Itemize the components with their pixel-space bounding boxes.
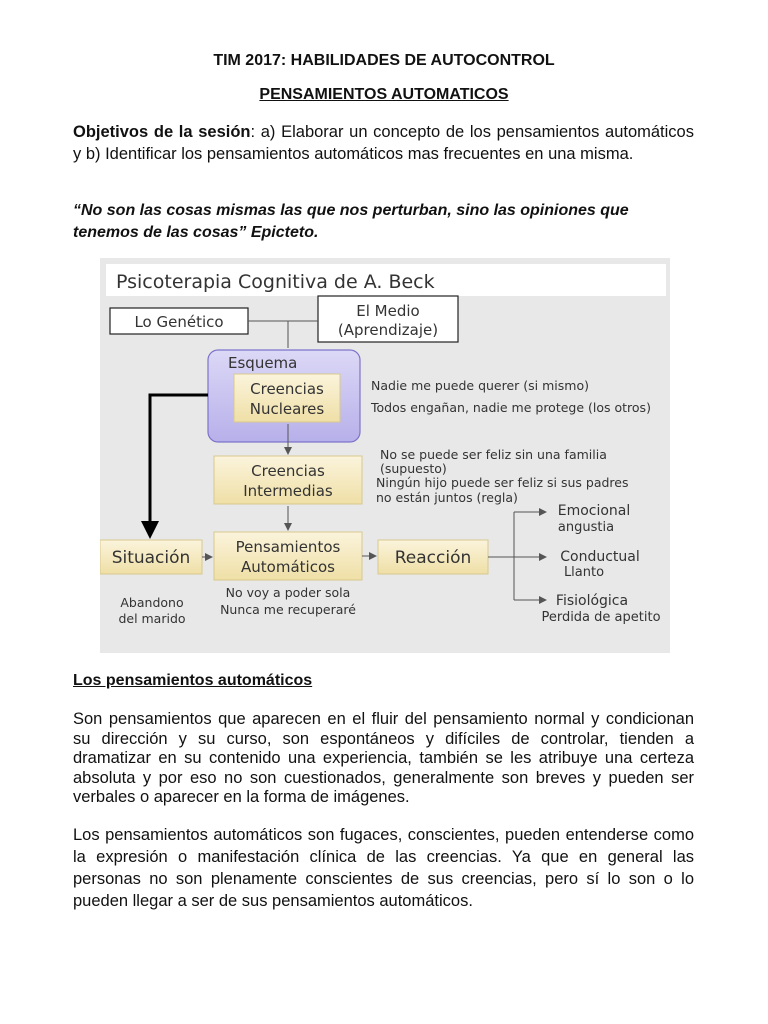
esquema-to-situacion-arrow <box>150 395 208 536</box>
situacion-label: Situación <box>111 548 191 568</box>
intermedia-example-4: no están juntos (regla) <box>376 490 518 505</box>
intermedia-example-3: Ningún hijo puede ser feliz si sus padres <box>376 475 629 490</box>
pensamientos-example-1: No voy a poder sola <box>225 585 351 600</box>
fisiologica-label: Fisiológica <box>555 593 629 609</box>
nuclear-example-1: Nadie me puede querer (si mismo) <box>371 378 589 393</box>
pensamientos-example-2: Nunca me recuperaré <box>220 602 356 617</box>
diagram-heading: Psicoterapia Cognitiva de A. Beck <box>116 271 435 293</box>
esquema-label: Esquema <box>228 354 298 372</box>
creencias-intermedias-label-2: Intermedias <box>243 482 333 500</box>
creencias-nucleares-label-1: Creencias <box>250 380 324 398</box>
document-subtitle: PENSAMIENTOS AUTOMATICOS <box>259 86 509 103</box>
conductual-example: Llanto <box>563 565 605 580</box>
conductual-label: Conductual <box>560 549 640 565</box>
emocional-example: angustia <box>557 520 615 535</box>
situacion-example-2: del marido <box>118 611 186 626</box>
creencias-intermedias-label-1: Creencias <box>251 462 325 480</box>
emocional-label: Emocional <box>557 503 631 519</box>
intermedia-example-1: No se puede ser feliz sin una familia <box>380 447 607 462</box>
objetivos-label: Objetivos de la sesión <box>73 123 251 141</box>
objetivos-text: : a) Elaborar un concepto de los pensamientos automáticos y b) Identificar los pensamientos automáticos mas frecuentes en una misma. <box>73 123 694 163</box>
el-medio-label: El Medio <box>356 302 420 320</box>
paragraph-1: Son pensamientos que aparecen en el fluir del pensamiento normal y condicionan su dirección y su curso, son espontáneos y difíciles de controlar, tienden a dramatizar en su contenido una experiencia, también se les atribuye una certeza absoluta y por eso no son cuestionados, generalmente son breves y pueden ser verbales o aparecer en la forma de imágenes. <box>73 710 694 806</box>
lo-genetico-label: Lo Genético <box>134 313 224 331</box>
fisiologica-example: Perdida de apetito <box>541 610 661 625</box>
paragraph-2: Los pensamientos automáticos son fugaces, conscientes, pueden entenderse como la expresión o manifestación clínica de las creencias. Ya que en general las personas no son plenamente conscientes de sus creencias, pero sí lo son o lo pueden llegar a ser de sus pensamientos automáticos. <box>73 826 694 910</box>
document-title: TIM 2017: HABILIDADES DE AUTOCONTROL <box>213 52 555 69</box>
genetico-connector <box>248 321 288 348</box>
pensamientos-label-2: Automáticos <box>241 558 335 576</box>
creencias-nucleares-label-2: Nucleares <box>249 400 325 418</box>
epicteto-quote: “No son las cosas mismas las que nos perturban, sino las opiniones que tenemos de las cosas” Epicteto. <box>73 202 629 241</box>
section-heading: Los pensamientos automáticos <box>73 672 313 689</box>
pensamientos-label-1: Pensamientos <box>235 538 341 556</box>
aprendizaje-label: (Aprendizaje) <box>337 321 439 339</box>
intermedia-example-2: (supuesto) <box>380 461 447 476</box>
nuclear-example-2: Todos engañan, nadie me protege (los otros) <box>371 400 651 415</box>
situacion-example-1: Abandono <box>120 595 184 610</box>
beck-diagram <box>100 258 670 653</box>
beck-diagram-svg <box>100 258 670 653</box>
reaccion-label: Reacción <box>394 548 472 568</box>
objetivos-paragraph <box>73 121 694 165</box>
